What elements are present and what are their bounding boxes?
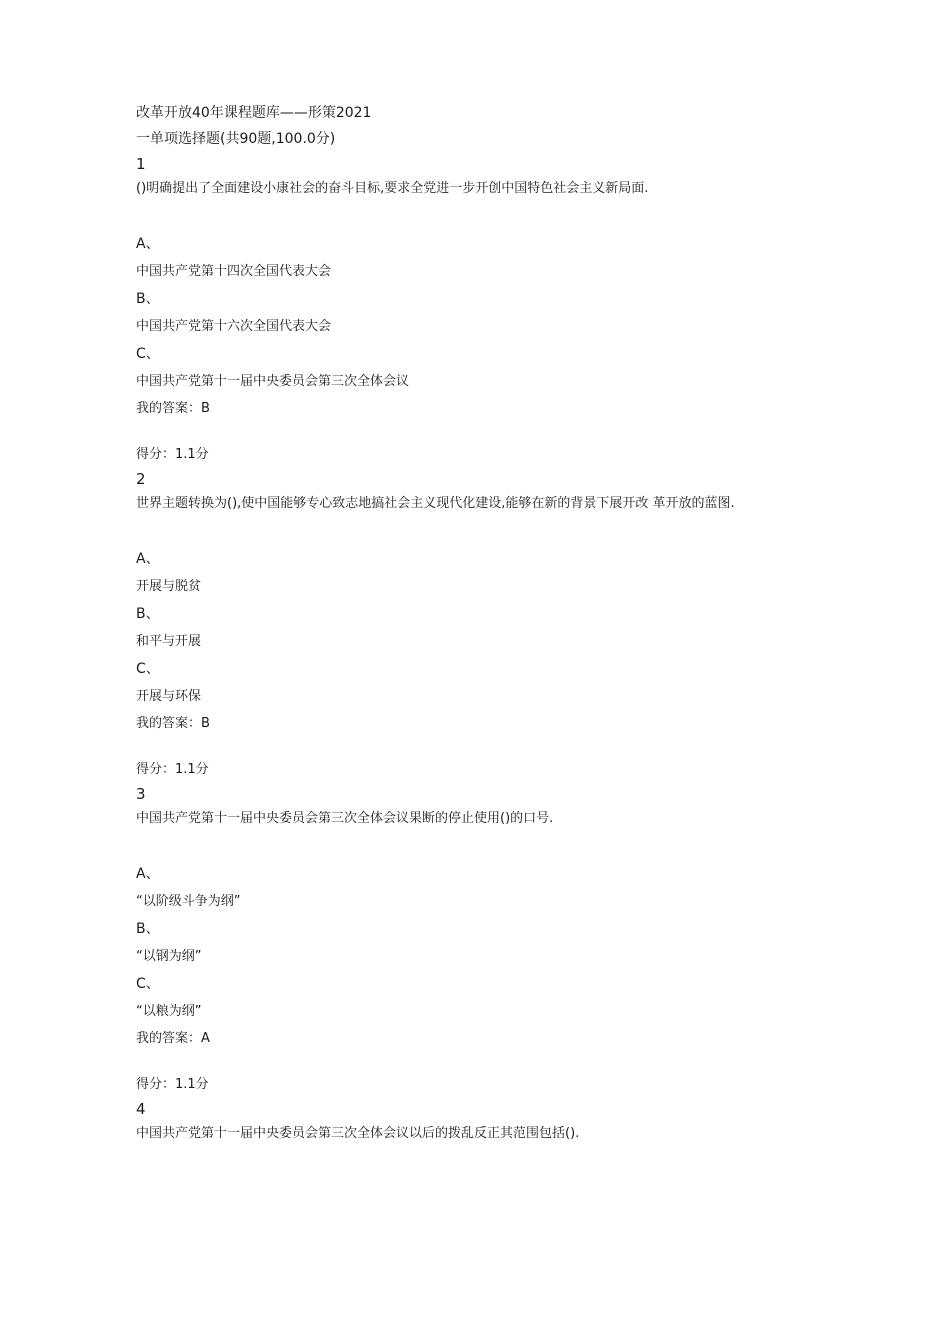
question-block: [136, 152, 826, 467]
option-letter: C、: [136, 976, 160, 992]
my-answer: 我的答案：B: [136, 401, 210, 416]
option-text: 开展与环保: [136, 689, 202, 704]
question-number: 3: [136, 785, 146, 803]
option-text: 中国共产党第十四次全国代表大会: [136, 264, 332, 279]
question-score: 得分：1.1分: [136, 447, 209, 462]
option-text: 和平与开展: [136, 634, 202, 649]
option-letter: A、: [136, 866, 160, 882]
question-block: [136, 1097, 826, 1147]
option-letter: B、: [136, 921, 160, 937]
question-block: [136, 782, 826, 1097]
question-block: [136, 467, 826, 782]
question-score: 得分：1.1分: [136, 1077, 209, 1092]
option-letter: B、: [136, 291, 160, 307]
option-letter: C、: [136, 661, 160, 677]
document-page: [136, 100, 826, 1175]
option-text: “以阶级斗争为纲”: [136, 894, 241, 909]
option-letter: B、: [136, 606, 160, 622]
question-stem: ()明确提出了全面建设小康社会的奋斗目标,要求全党进一步开创中国特色社会主义新局面.: [136, 181, 649, 196]
option-text: 开展与脱贫: [136, 579, 202, 594]
document-title: 改革开放40年课程题库——形策2021: [136, 105, 372, 121]
option-text: 中国共产党第十六次全国代表大会: [136, 319, 332, 334]
question-number: 2: [136, 470, 146, 488]
option-text: “以粮为纲”: [136, 1004, 202, 1019]
question-stem: 中国共产党第十一届中央委员会第三次全体会议以后的拨乱反正其范围包括().: [136, 1126, 580, 1141]
my-answer: 我的答案：B: [136, 716, 210, 731]
option-text: 中国共产党第十一届中央委员会第三次全体会议: [136, 374, 410, 389]
option-text: “以钢为纲”: [136, 949, 202, 964]
my-answer: 我的答案：A: [136, 1031, 210, 1046]
option-letter: C、: [136, 346, 160, 362]
question-stem: 世界主题转换为(),使中国能够专心致志地搞社会主义现代化建设,能够在新的背景下展开改 革开放的蓝图.: [136, 496, 735, 511]
option-letter: A、: [136, 236, 160, 252]
question-stem: 中国共产党第十一届中央委员会第三次全体会议果断的停止使用()的口号.: [136, 811, 554, 826]
question-score: 得分：1.1分: [136, 762, 209, 777]
question-number: 1: [136, 155, 146, 173]
section-heading: 一单项选择题(共90题,100.0分): [136, 131, 336, 147]
option-letter: A、: [136, 551, 160, 567]
question-number: 4: [136, 1100, 146, 1118]
